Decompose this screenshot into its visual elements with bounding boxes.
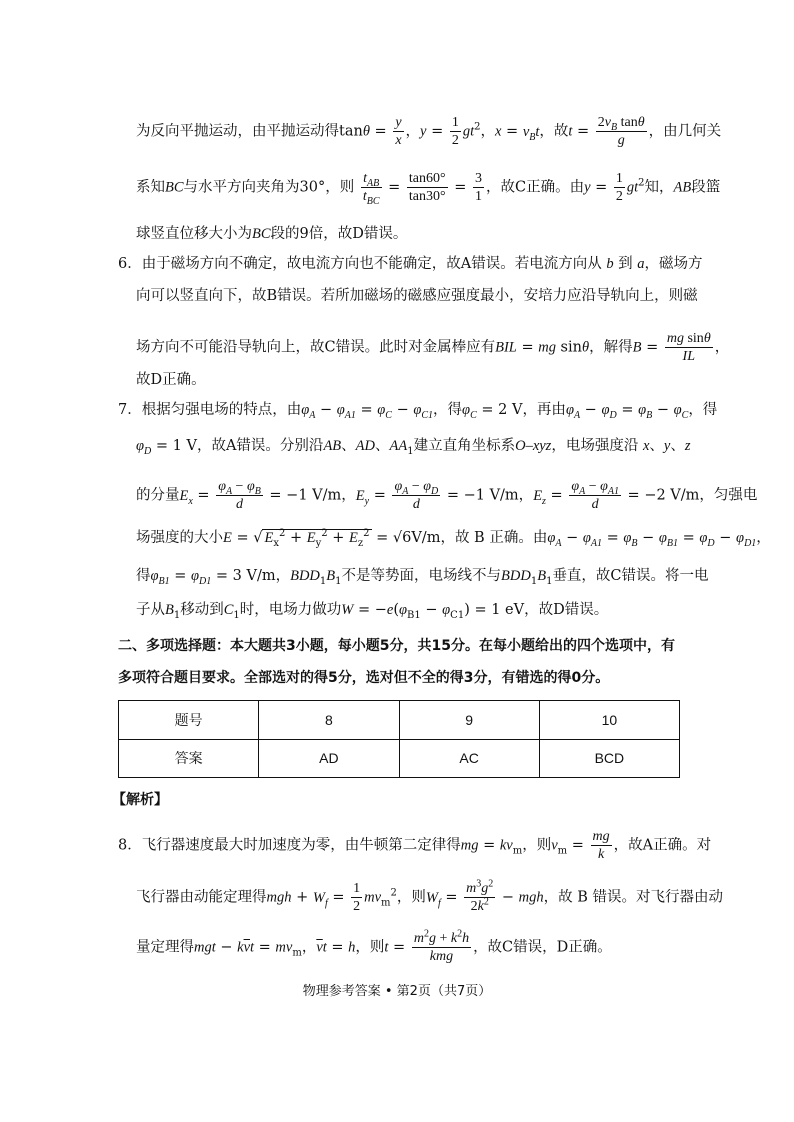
q6-line-1: 6．由于磁场方向不确定，故电流方向也不能确定，故A错误。若电流方向从 b 到 a，磁场方	[118, 256, 703, 272]
table-cell: AC	[399, 739, 539, 778]
table-row	[119, 701, 680, 740]
table-cell: AD	[259, 739, 399, 778]
jiexi-label: 【解析】	[112, 792, 168, 808]
table-cell: 题号	[119, 701, 259, 740]
q5-line-2: 系知BC与水平方向夹角为30°，则 $\frac{t_{AB}}{t_{BC}}$ = $\frac{\tan 60^\circ}{\tan 30^\circ}$ = $\frac{3}{1}$ ，故C正确。由y = $\frac{1}{2}$ $gt^2$知，AB段篮	[136, 171, 721, 207]
table-cell: 9	[399, 701, 539, 740]
table-cell: 10	[539, 701, 679, 740]
table-row	[119, 739, 680, 778]
q7-line-3: 的分量$E_x$ = $\frac{\varphi_A - \varphi_B}{d}$ = −1 V/m，$E_y$ = $\frac{\varphi_A - \varphi_D}{d}$ = −1 V/m，$E_z$ = $\frac{\varphi_A - \varphi_{A1}}{d}$ = −2 V/m，匀强电	[136, 479, 758, 512]
q8-line-2: 飞行器由动能定理得mgh + $W_f$ = $\frac{1}{2}$ $mv_m^2$，则$W_f$ = $\frac{m^3g^2}{2k^2}$ − mgh，故 B 错误。对飞行器由动	[136, 878, 723, 914]
q7-line-1: 7．根据匀强电场的特点，由$\varphi_A - \varphi_{A1} = \varphi_C - \varphi_{C1}$，得$\varphi_C = 2$ V，再由$\varphi_A - \varphi_D = \varphi_B - \varphi_C$，得	[118, 402, 718, 421]
page-footer: 物理参考答案 • 第2页（共7页）	[302, 984, 492, 999]
q6-line-2: 向可以竖直向下，故B错误。若所加磁场的磁感应强度最小，安培力应沿导轨向上，则磁	[136, 288, 698, 304]
section-2-heading-line-2: 多项符合题目要求。全部选对的得5分，选对但不全的得3分，有错选的得0分。	[118, 670, 610, 686]
q7-line-6: 子从$B_1$移动到$C_1$时，电场力做功$W = -e(\varphi_{B1} - \varphi_{C1}) = 1$ eV，故D错误。	[136, 602, 609, 621]
answer-table	[118, 700, 680, 778]
q7-line-2: $\varphi_D = 1$ V，故A错误。分别沿AB、AD、$AA_1$建立直角坐标系O–xyz，电场强度沿 x、y、z	[136, 438, 691, 457]
q7-line-4: 场强度的大小E = √ $E_x^2 + E_y^2 + E_z^2 = √6V/m$，故 B 正确。由$\varphi_A - \varphi_{A1} = \varphi_B - \varphi_{B1} = \varphi_D - \varphi_{D1}$，	[136, 528, 771, 549]
q6-line-4: 故D正确。	[136, 372, 206, 388]
table-cell: BCD	[539, 739, 679, 778]
q5-line-3: 球竖直位移大小为BC段的9倍，故D错误。	[136, 226, 408, 242]
q5-line-1: 为反向平抛运动，由平抛运动得tanθ = $\frac{y}{x}$ ，y = $\frac{1}{2}$ $gt^2$，$x = v_Bt$，故t = $\frac{2v_B \tan\theta}{g}$ ，由几何关	[136, 115, 722, 148]
section-2-heading-line-1: 二、多项选择题：本大题共3小题，每小题5分，共15分。在每小题给出的四个选项中，有	[118, 638, 675, 654]
q8-line-3: 量定理得mgt − $k\overline{v}t = mv_m$，$\overline{v}t = h$，则t = $\frac{m^2g + k^2h}{\text{kmg}}$ ，故C错误，D正确。	[136, 928, 612, 964]
q7-line-5: 得$\varphi_{B1} = \varphi_{D1} = 3$ V/m，$BDD_1B_1$不是等势面，电场线不与$BDD_1B_1$垂直，故C错误。将一电	[136, 568, 709, 587]
table-cell: 答案	[119, 739, 259, 778]
table-cell: 8	[259, 701, 399, 740]
q8-line-1: 8．飞行器速度最大时加速度为零，由牛顿第二定律得mg = $kv_m$，则$v_m$ = $\frac{mg}{k}$ ，故A正确。对	[118, 829, 712, 862]
q6-line-3: 场方向不可能沿导轨向上，故C错误。此时对金属棒应有BIL = mg sinθ，解得B = $\frac{\text{mg sinθ}}{IL}$ ，	[136, 331, 730, 364]
